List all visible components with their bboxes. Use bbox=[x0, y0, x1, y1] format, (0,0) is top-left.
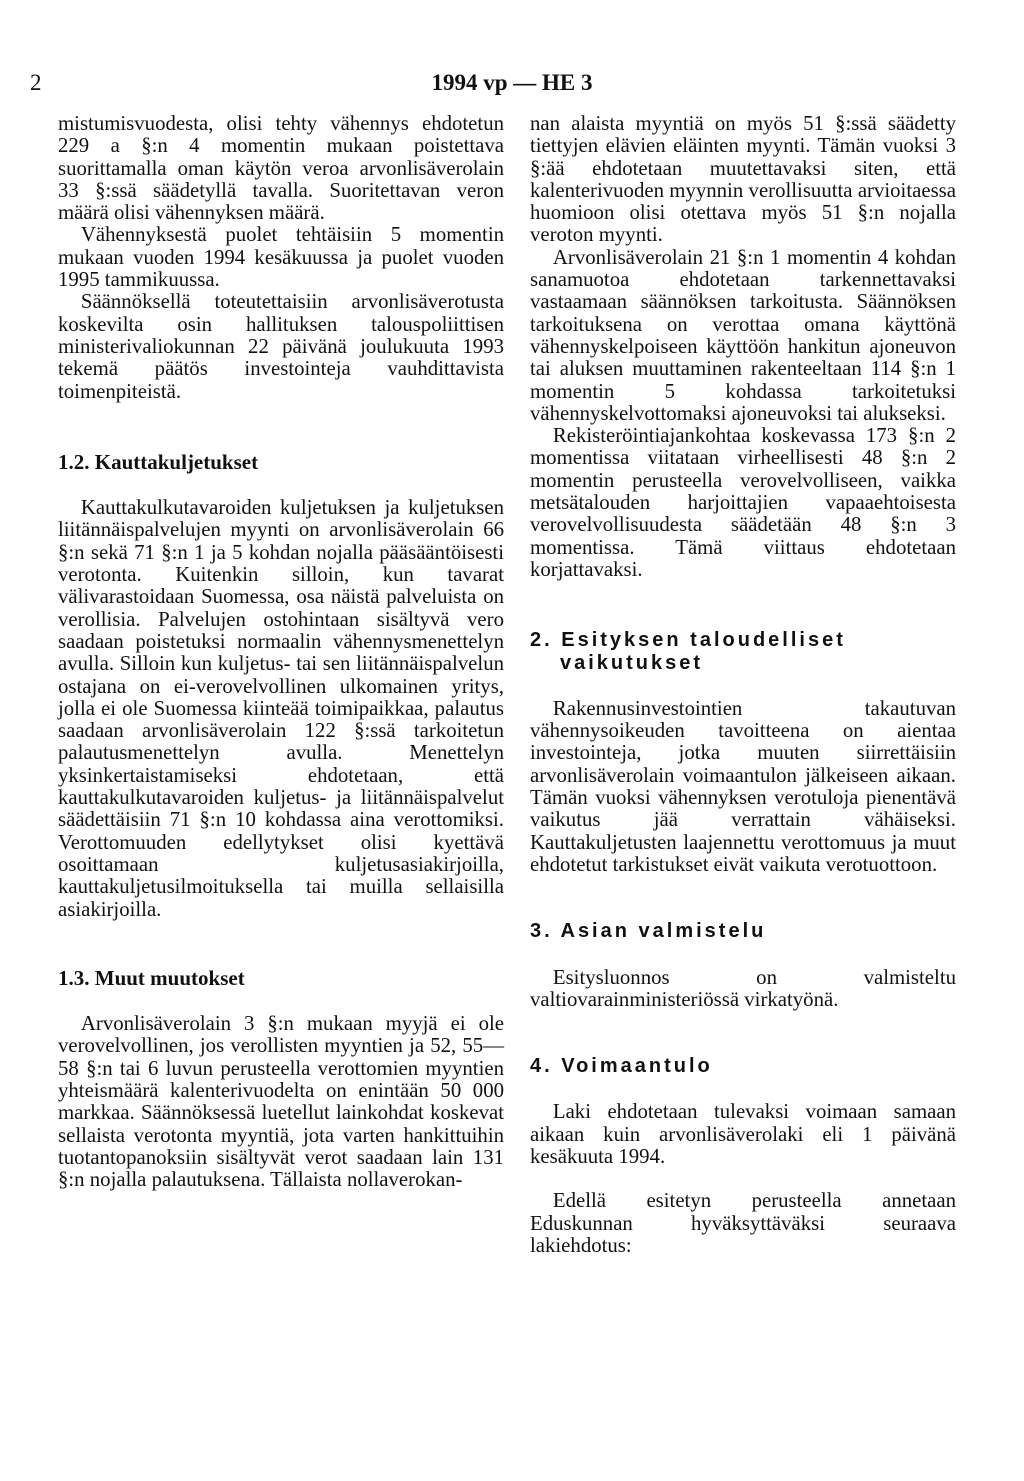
section-heading-2: 2. Esityksen taloudelliset vaikutukset bbox=[530, 629, 846, 674]
right-column bbox=[530, 113, 956, 1257]
section-heading-4: 4. Voimaantulo bbox=[530, 1055, 713, 1078]
paragraph: Laki ehdotetaan tulevaksi voimaan samaan aikaan kuin arvonlisäverolaki eli 1 päivänä kesäkuuta 1994. bbox=[530, 1100, 956, 1168]
paragraph: Edellä esitetyn perusteella annetaan Eduskunnan hyväksyttäväksi seuraava lakiehdotus: bbox=[530, 1189, 956, 1257]
paragraph: Arvonlisäverolain 21 §:n 1 momentin 4 kohdan sanamuotoa ehdotetaan tarkennettavaksi vastaamaan säännöksen tarkoitusta. Säännöksen tarkoituksena on verottaa omana käyttönä vähennyskelpoiseen käyttöön hankitun ajoneuvon tai aluksen muuttaminen rakenteeltaan 114 §:n 1 momentin 5 kohdassa tarkoitetuksi vähennyskelvottomaksi ajoneuvoksi tai alukseksi. bbox=[530, 245, 956, 425]
page-number: 2 bbox=[30, 70, 42, 95]
paragraph: Kauttakulkutavaroiden kuljetuksen ja kuljetuksen liitännäispalvelujen myynti on arvonlisäverolain 66 §:n sekä 71 §:n 1 ja 5 kohdan nojalla pääsääntöisesti verotonta. Kuitenkin silloin, kun tavarat välivarastoidaan Suomessa, osa näistä palveluista on verollisia. Palvelujen ostohintaan sisältyvä vero saadaan poistetuksi normaalin vähennysmenettelyn avulla. Silloin kun kuljetus- tai sen liitännäispalvelun ostajana on ei-verovelvollinen ulkomainen yritys, jolla ei ole Suomessa kiinteää toimipaikkaa, palautus saadaan arvonlisäverolain 122 §:ssä tarkoitetun palautusmenettelyn avulla. Menettelyn yksinkertaistamiseksi ehdotetaan, että kauttakulkutavaroiden kuljetus- ja liitännäispalvelut säädettäisiin 71 §:n 10 kohdassa aina verottomiksi. Verottomuuden edellytykset olisi kyettävä osoittamaan kuljetusasiakirjoilla, kauttakuljetusilmoituksella tai muilla sellaisilla asiakirjoilla. bbox=[58, 496, 504, 921]
section-heading-1-2: 1.2. Kauttakuljetukset bbox=[58, 449, 259, 474]
page-header bbox=[0, 70, 1024, 106]
paragraph: Rakennusinvestointien takautuvan vähennysoikeuden tavoitteena on aientaa investointeja, jotka muuten siirrettäisiin arvonlisäverolain voimaantulon jälkeiseen aikaan. Tämän vuoksi vähennyksen verotuloja pienentävä vaikutus jää verrattain vähäiseksi. Kauttakuljetusten laajennettu verottomuus ja muut ehdotetut tarkistukset eivät vaikuta verotuottoon. bbox=[530, 696, 956, 876]
left-column bbox=[58, 113, 504, 1191]
paragraph: Esitysluonnos on valmisteltu valtiovarainministeriössä virkatyönä. bbox=[530, 965, 956, 1011]
section-heading-3: 3. Asian valmistelu bbox=[530, 920, 767, 943]
paragraph: Rekisteröintiajankohtaa koskevassa 173 §:n 2 momentissa viitataan virheellisesti 48 §:n 2 momentin perusteella verovelvolliseen, vaikka metsätalouden harjoittajien vapaaehtoisesta verovelvollisuudesta säädetään 48 §:n 3 momentissa. Tämä viittaus ehdotetaan korjattavaksi. bbox=[530, 424, 956, 581]
running-head: 1994 vp — HE 3 bbox=[431, 70, 593, 95]
paragraph: Säännöksellä toteutettaisiin arvonlisäverotusta koskevilta osin hallituksen talouspoliittisen ministerivaliokunnan 22 päivänä joulukuuta 1993 tekemä päätös investointeja vauhdittavista toimenpiteistä. bbox=[58, 290, 504, 403]
paragraph: mistumisvuodesta, olisi tehty vähennys ehdotetun 229 a §:n 4 momentin mukaan poistettava suorittamalla oman käytön veroa arvonlisäverolain 33 §:ssä säädetyllä tavalla. Suoritettavan veron määrä olisi vähennyksen määrä. bbox=[58, 112, 504, 225]
section-heading-1-3: 1.3. Muut muutokset bbox=[58, 965, 245, 990]
paragraph: Vähennyksestä puolet tehtäisiin 5 momentin mukaan vuoden 1994 kesäkuussa ja puolet vuoden 1995 tammikuussa. bbox=[58, 223, 504, 292]
paragraph: Arvonlisäverolain 3 §:n mukaan myyjä ei ole verovelvollinen, jos verollisten myyntien ja 52, 55—58 §:n tai 6 luvun perusteella verottomien myyntien yhteismäärä kalenterivuodelta on enintään 50 000 markkaa. Säännöksessä luetellut lainkohdat koskevat sellaista verotonta myyntiä, jota varten hankittuihin tuotantopanoksiin sisältyvät verot saadaan lain 131 §:n nojalla palautuksena. Tällaista nollaverokan- bbox=[58, 1012, 504, 1192]
paragraph: nan alaista myyntiä on myös 51 §:ssä säädetty tiettyjen elävien eläinten myynti. Tämän vuoksi 3 §:ää ehdotetaan muutettavaksi siten, että kalenterivuoden myynnin verollisuutta arvioitaessa huomioon olisi otettava myös 51 §:n nojalla veroton myynti. bbox=[530, 112, 956, 247]
